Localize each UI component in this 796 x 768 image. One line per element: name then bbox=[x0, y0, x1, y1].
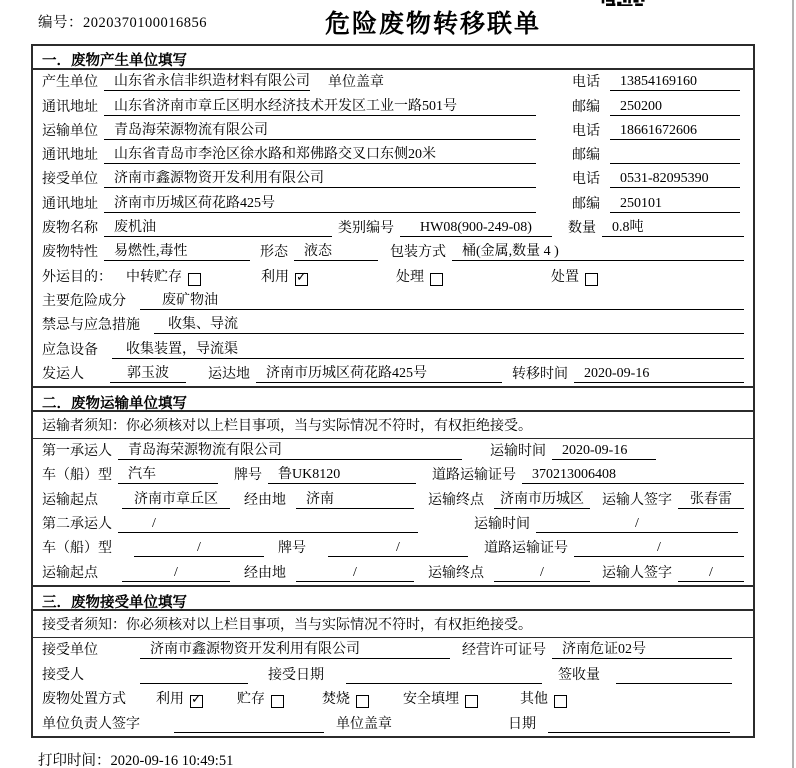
accept-unit-row bbox=[33, 638, 753, 663]
consignor-value: 郭玉波 bbox=[110, 365, 186, 383]
endpoint2-label: 运输终点 bbox=[428, 565, 484, 581]
waste-name-value: 废机油 bbox=[104, 219, 332, 237]
transporter-notice-text: 运输者须知：你必须核对以上栏目事项，当与实际情况不符时，有权拒绝接受。 bbox=[42, 418, 532, 434]
transporter-address-label: 通讯地址 bbox=[42, 148, 98, 164]
transporter-postcode-label: 邮编 bbox=[572, 148, 600, 164]
receiver-phone-value: 0531-82095390 bbox=[610, 170, 740, 188]
disposal-other-checkbox bbox=[554, 695, 567, 708]
disposal-storage-checkbox bbox=[271, 695, 284, 708]
emergency-equipment-label: 应急设备 bbox=[42, 342, 98, 358]
print-time-label: 打印时间： bbox=[38, 753, 111, 768]
receiver-unit-value: 济南市鑫源物资开发利用有限公司 bbox=[104, 170, 536, 188]
waste-category-value: HW08(900-249-08) bbox=[400, 219, 552, 237]
producer-postcode-value: 250200 bbox=[610, 98, 740, 116]
disposal-incinerate-label: 焚烧 bbox=[322, 692, 350, 708]
disposal-landfill bbox=[403, 691, 478, 708]
producer-postcode-label: 邮编 bbox=[572, 99, 600, 115]
purpose-treat-label: 处理 bbox=[396, 269, 424, 285]
vehicle-type1-label: 车（船）型 bbox=[42, 468, 112, 484]
responsible-sign-label: 单位负责人签字 bbox=[42, 717, 140, 733]
second-carrier-label: 第二承运人 bbox=[42, 517, 112, 533]
purpose-utilize-checkbox bbox=[295, 273, 308, 286]
page-title: 危险废物转移联单 bbox=[324, 10, 541, 38]
waste-category-label: 类别编号 bbox=[338, 221, 394, 237]
endpoint1-label: 运输终点 bbox=[428, 492, 484, 508]
transfer-date-label: 转移时间 bbox=[512, 366, 568, 382]
purpose-dispose bbox=[551, 269, 598, 286]
accept-person-label: 接受人 bbox=[42, 667, 84, 683]
section2-header: 二．废物运输单位填写 bbox=[33, 386, 753, 412]
via2-label: 经由地 bbox=[244, 565, 286, 581]
transport-time2-value: / bbox=[536, 515, 738, 533]
transporter-notice-row bbox=[33, 412, 753, 439]
purpose-transfer-storage-label: 中转贮存 bbox=[126, 269, 182, 285]
origin2-value: / bbox=[122, 564, 230, 582]
vehicle-type1-row bbox=[33, 463, 753, 487]
carrier-sign1-value: 张春雷 bbox=[678, 491, 744, 509]
producer-address-row bbox=[33, 94, 753, 118]
vehicle-type1-value: 汽车 bbox=[118, 466, 218, 484]
road-permit1-value: 370213006408 bbox=[522, 466, 744, 484]
vehicle-type2-row bbox=[33, 536, 753, 560]
qr-code-fragment-icon bbox=[598, 0, 650, 6]
taboo-measures-label: 禁忌与应急措施 bbox=[42, 318, 140, 334]
receiver-address-row bbox=[33, 191, 753, 215]
receiver-phone-label: 电话 bbox=[572, 172, 600, 188]
waste-name-label: 废物名称 bbox=[42, 221, 98, 237]
received-quantity-value bbox=[616, 683, 732, 684]
producer-address-label: 通讯地址 bbox=[42, 99, 98, 115]
transfer-purpose-row bbox=[33, 264, 753, 288]
transporter-unit-row bbox=[33, 119, 753, 143]
disposal-incinerate bbox=[322, 691, 369, 708]
producer-unit-label: 产生单位 bbox=[42, 75, 98, 91]
transporter-address-value: 山东省青岛市李沧区徐水路和郑佛路交叉口东侧20米 bbox=[104, 146, 536, 164]
producer-phone-value: 13854169160 bbox=[610, 73, 740, 91]
endpoint1-value: 济南市历城区 bbox=[494, 491, 590, 509]
window-edge-divider bbox=[792, 0, 794, 768]
via1-value: 济南 bbox=[296, 491, 414, 509]
disposal-storage-label: 贮存 bbox=[237, 692, 265, 708]
accept-unit-value: 济南市鑫源物资开发利用有限公司 bbox=[140, 641, 450, 659]
waste-packaging-label: 包装方式 bbox=[390, 245, 446, 261]
via2-value: / bbox=[296, 564, 414, 582]
receiver-notice-row bbox=[33, 611, 753, 638]
receiver-postcode-label: 邮编 bbox=[572, 196, 600, 212]
seal-date-label: 日期 bbox=[508, 717, 536, 733]
route2-row bbox=[33, 560, 753, 584]
section1-header: 一．废物产生单位填写 bbox=[33, 46, 753, 70]
unit-seal-label: 单位盖章 bbox=[336, 717, 392, 733]
license-number-label: 经营许可证号 bbox=[462, 643, 546, 659]
transporter-phone-value: 18661672606 bbox=[610, 122, 740, 140]
destination-label: 运达地 bbox=[208, 366, 250, 382]
road-permit2-label: 道路运输证号 bbox=[484, 541, 568, 557]
purpose-transfer-storage bbox=[126, 269, 201, 286]
first-carrier-row bbox=[33, 439, 753, 463]
receiver-address-value: 济南市历城区荷花路425号 bbox=[104, 195, 536, 213]
emergency-equipment-row bbox=[33, 337, 753, 361]
disposal-method-row bbox=[33, 687, 753, 712]
responsible-sign-value bbox=[174, 732, 324, 733]
main-hazard-label: 主要危险成分 bbox=[42, 293, 126, 309]
accept-date-label: 接受日期 bbox=[268, 667, 324, 683]
disposal-utilize-label: 利用 bbox=[156, 692, 184, 708]
waste-quantity-value: 0.8吨 bbox=[602, 219, 744, 237]
receiver-address-label: 通讯地址 bbox=[42, 196, 98, 212]
transporter-postcode-value bbox=[610, 163, 740, 164]
transport-time1-label: 运输时间 bbox=[490, 444, 546, 460]
carrier-sign2-label: 运输人签字 bbox=[602, 565, 672, 581]
doc-number-label: 编号： bbox=[38, 15, 83, 31]
disposal-incinerate-checkbox bbox=[356, 695, 369, 708]
destination-value: 济南市历城区荷花路425号 bbox=[256, 365, 502, 383]
road-permit1-label: 道路运输证号 bbox=[432, 468, 516, 484]
producer-seal-label: 单位盖章 bbox=[328, 75, 384, 91]
accept-person-value bbox=[140, 683, 248, 684]
section3-header: 三．废物接受单位填写 bbox=[33, 585, 753, 611]
origin1-value: 济南市章丘区 bbox=[122, 491, 230, 509]
manifest-form-table bbox=[31, 44, 755, 738]
second-carrier-row bbox=[33, 512, 753, 536]
consignor-label: 发运人 bbox=[42, 366, 84, 382]
carrier-sign2-value: / bbox=[678, 564, 744, 582]
waste-property-label: 废物特性 bbox=[42, 245, 98, 261]
main-hazard-value: 废矿物油 bbox=[140, 292, 744, 310]
route1-row bbox=[33, 487, 753, 511]
vehicle-type2-label: 车（船）型 bbox=[42, 541, 112, 557]
disposal-storage bbox=[237, 691, 284, 708]
first-carrier-label: 第一承运人 bbox=[42, 444, 112, 460]
transporter-address-row bbox=[33, 143, 753, 167]
waste-name-row bbox=[33, 216, 753, 240]
plate-number1-value: 鲁UK8120 bbox=[268, 466, 416, 484]
receiver-notice-text: 接受者须知：你必须核对以上栏目事项，当与实际情况不符时，有权拒绝接受。 bbox=[42, 617, 532, 633]
purpose-utilize bbox=[261, 269, 308, 286]
purpose-dispose-checkbox bbox=[585, 273, 598, 286]
disposal-utilize-checkbox bbox=[190, 695, 203, 708]
doc-number-value: 2020370100016856 bbox=[83, 15, 207, 31]
via1-label: 经由地 bbox=[244, 492, 286, 508]
origin1-label: 运输起点 bbox=[42, 492, 98, 508]
vehicle-type2-value: / bbox=[134, 539, 264, 557]
print-time-value: 2020-09-16 10:49:51 bbox=[110, 753, 234, 768]
transfer-date-value: 2020-09-16 bbox=[574, 365, 744, 383]
accept-person-row bbox=[33, 662, 753, 687]
transporter-unit-value: 青岛海荣源物流有限公司 bbox=[104, 122, 536, 140]
purpose-utilize-label: 利用 bbox=[261, 269, 289, 285]
disposal-utilize bbox=[156, 691, 203, 708]
first-carrier-value: 青岛海荣源物流有限公司 bbox=[118, 442, 462, 460]
purpose-treat bbox=[396, 269, 443, 286]
disposal-method-label: 废物处置方式 bbox=[42, 692, 126, 708]
receiver-unit-label: 接受单位 bbox=[42, 172, 98, 188]
producer-address-value: 山东省济南市章丘区明水经济技术开发区工业一路501号 bbox=[104, 98, 536, 116]
waste-property-value: 易燃性,毒性 bbox=[104, 243, 250, 261]
accept-date-value bbox=[346, 683, 542, 684]
endpoint2-value: / bbox=[494, 564, 590, 582]
disposal-other bbox=[520, 691, 567, 708]
disposal-other-label: 其他 bbox=[520, 692, 548, 708]
seal-date-value bbox=[548, 732, 730, 733]
received-quantity-label: 签收量 bbox=[558, 667, 600, 683]
origin2-label: 运输起点 bbox=[42, 565, 98, 581]
taboo-measures-row bbox=[33, 313, 753, 337]
waste-form-value: 液态 bbox=[294, 243, 378, 261]
purpose-dispose-label: 处置 bbox=[551, 269, 579, 285]
purpose-treat-checkbox bbox=[430, 273, 443, 286]
producer-unit-row bbox=[33, 70, 753, 94]
plate-number2-label: 牌号 bbox=[278, 541, 306, 557]
producer-unit-value: 山东省永信非织造材料有限公司 bbox=[104, 73, 310, 91]
transporter-unit-label: 运输单位 bbox=[42, 123, 98, 139]
receiver-postcode-value: 250101 bbox=[610, 195, 740, 213]
taboo-measures-value: 收集、导流 bbox=[154, 316, 744, 334]
receiver-unit-row bbox=[33, 167, 753, 191]
transfer-purpose-label: 外运目的： bbox=[42, 269, 112, 285]
emergency-equipment-value: 收集装置，导流渠 bbox=[112, 341, 744, 359]
license-number-value: 济南危证02号 bbox=[552, 641, 732, 659]
road-permit2-value: / bbox=[574, 539, 744, 557]
waste-property-row bbox=[33, 240, 753, 264]
waste-packaging-value: 桶(金属,数量 4 ) bbox=[452, 243, 744, 261]
waste-form-label: 形态 bbox=[260, 245, 288, 261]
print-time bbox=[38, 749, 233, 768]
carrier-sign1-label: 运输人签字 bbox=[602, 492, 672, 508]
second-carrier-value: / bbox=[118, 515, 418, 533]
disposal-landfill-label: 安全填埋 bbox=[403, 692, 459, 708]
plate-number2-value: / bbox=[328, 539, 468, 557]
responsible-sign-row bbox=[33, 711, 753, 736]
purpose-transfer-storage-checkbox bbox=[188, 273, 201, 286]
transporter-phone-label: 电话 bbox=[572, 123, 600, 139]
producer-phone-label: 电话 bbox=[572, 75, 600, 91]
disposal-landfill-checkbox bbox=[465, 695, 478, 708]
accept-unit-label: 接受单位 bbox=[42, 643, 98, 659]
waste-quantity-label: 数量 bbox=[568, 221, 596, 237]
transport-time1-value: 2020-09-16 bbox=[552, 442, 656, 460]
transport-time2-label: 运输时间 bbox=[474, 517, 530, 533]
plate-number1-label: 牌号 bbox=[234, 468, 262, 484]
consignor-row bbox=[33, 362, 753, 386]
main-hazard-row bbox=[33, 289, 753, 313]
